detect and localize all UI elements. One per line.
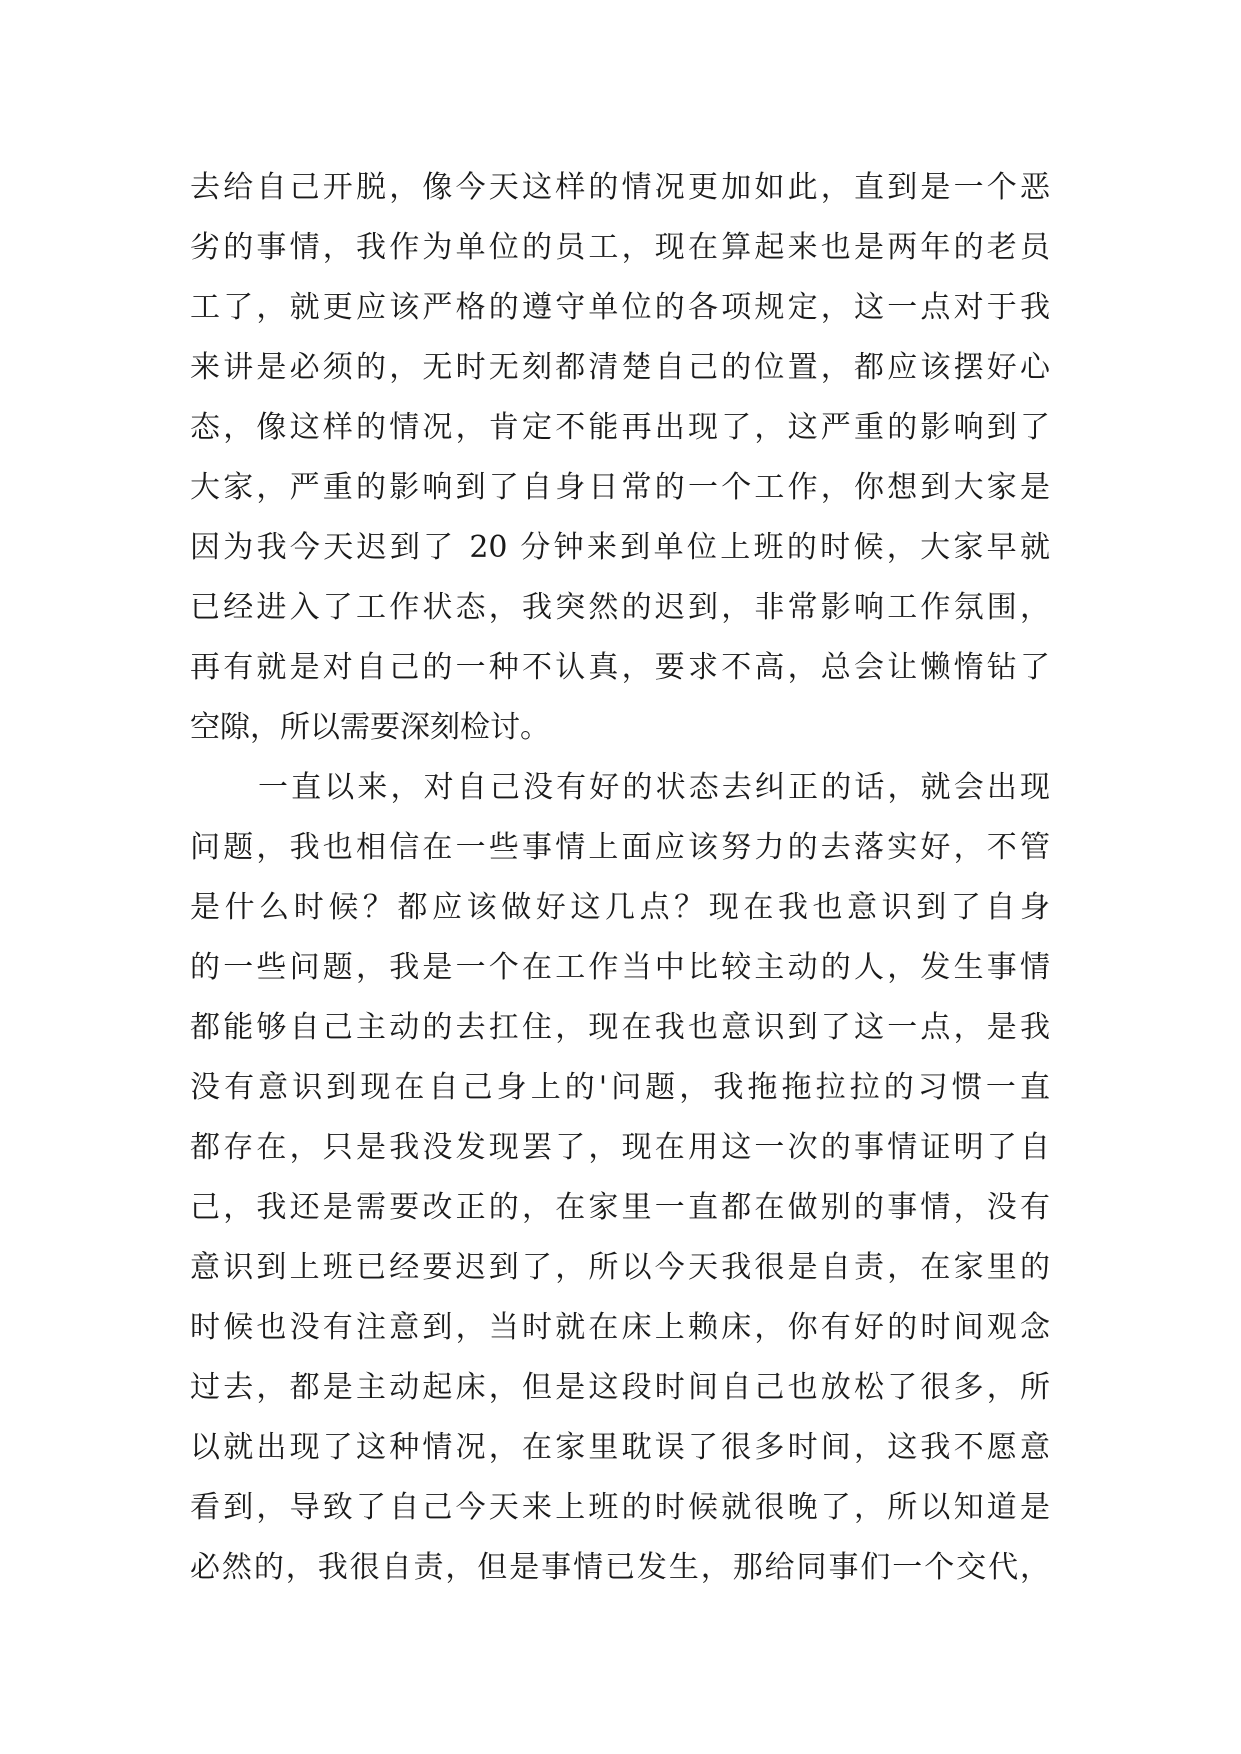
text-line: 看到，导致了自己今天来上班的时候就很晚了，所以知道是	[190, 1490, 1050, 1525]
text-line: 大家，严重的影响到了自身日常的一个工作，你想到大家是	[190, 470, 1050, 505]
text-line: 必然的，我很自责，但是事情已发生，那给同事们一个交代，	[190, 1550, 1050, 1585]
text-line: 的一些问题，我是一个在工作当中比较主动的人，发生事情	[190, 950, 1050, 985]
text-line: 问题，我也相信在一些事情上面应该努力的去落实好，不管	[190, 830, 1050, 865]
text-line: 意识到上班已经要迟到了，所以今天我很是自责，在家里的	[190, 1250, 1050, 1285]
paragraph-first-line: 一直以来，对自己没有好的状态去纠正的话，就会出现	[258, 770, 1050, 805]
text-line: 是什么时候？都应该做好这几点？现在我也意识到了自身	[190, 890, 1050, 925]
text-line: 再有就是对自己的一种不认真，要求不高，总会让懒惰钻了	[190, 650, 1050, 685]
text-line: 空隙，所以需要深刻检讨。	[190, 710, 550, 745]
text-line: 时候也没有注意到，当时就在床上赖床，你有好的时间观念	[190, 1310, 1050, 1345]
text-line: 没有意识到现在自己身上的'问题，我拖拖拉拉的习惯一直	[190, 1070, 1050, 1105]
text-line: 劣的事情，我作为单位的员工，现在算起来也是两年的老员	[190, 230, 1050, 265]
text-line: 工了，就更应该严格的遵守单位的各项规定，这一点对于我	[190, 290, 1050, 325]
text-line: 都能够自己主动的去扛住，现在我也意识到了这一点，是我	[190, 1010, 1050, 1045]
text-line: 来讲是必须的，无时无刻都清楚自己的位置，都应该摆好心	[190, 350, 1050, 385]
text-line: 以就出现了这种情况，在家里耽误了很多时间，这我不愿意	[190, 1430, 1050, 1465]
text-line: 都存在，只是我没发现罢了，现在用这一次的事情证明了自	[190, 1130, 1050, 1165]
text-line: 过去，都是主动起床，但是这段时间自己也放松了很多，所	[190, 1370, 1050, 1405]
text-line: 因为我今天迟到了 20 分钟来到单位上班的时候，大家早就	[190, 530, 1050, 565]
text-line: 已经进入了工作状态，我突然的迟到，非常影响工作氛围，	[190, 590, 1050, 625]
text-line: 己，我还是需要改正的，在家里一直都在做别的事情，没有	[190, 1190, 1050, 1225]
text-line: 去给自己开脱，像今天这样的情况更加如此，直到是一个恶	[190, 170, 1050, 205]
text-line: 态，像这样的情况，肯定不能再出现了，这严重的影响到了	[190, 410, 1050, 445]
